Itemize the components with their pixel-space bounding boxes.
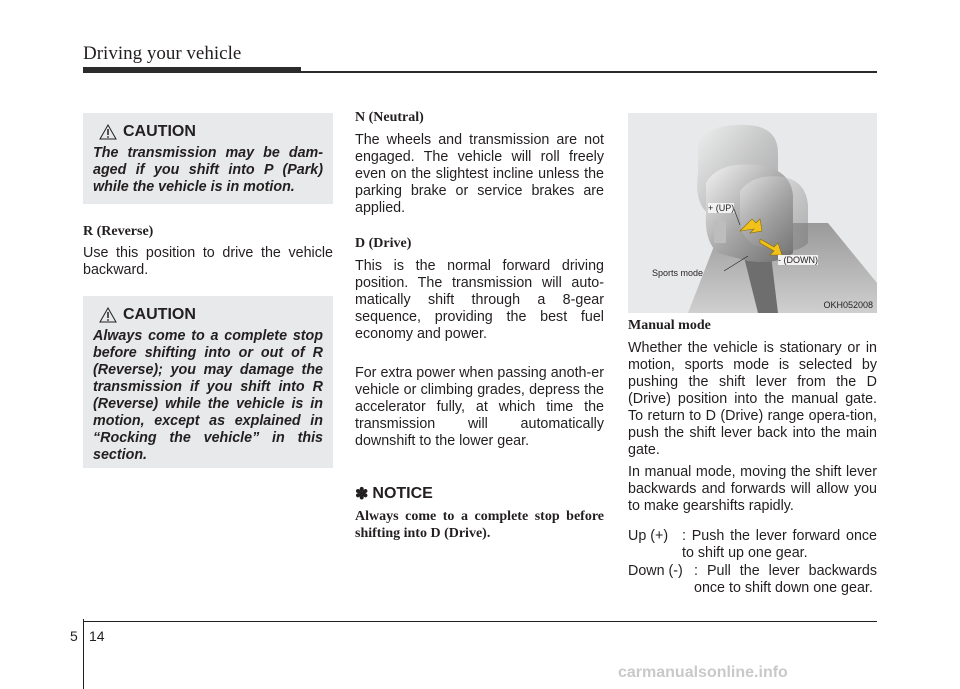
footer-rule	[83, 621, 877, 622]
manual-text-2: In manual mode, moving the shift lever backwards and forwards will allow you to make gearshifts rapidly.	[628, 464, 877, 514]
neutral-text: The wheels and transmission are not engaged. The vehicle will roll freely even on the slightest incline unless the parking brake or service brakes are applied.	[355, 132, 604, 216]
notice-header	[355, 484, 433, 504]
header-title: Driving your vehicle	[83, 43, 242, 64]
figure-code: OKH052008	[823, 300, 873, 310]
manual-heading: Manual mode	[628, 318, 711, 333]
label-up: + (UP)	[708, 203, 735, 213]
shift-down-desc: : Pull the lever backwards once to shift down one gear.	[694, 563, 877, 596]
caution-header	[99, 123, 323, 141]
page-number: 14	[89, 628, 105, 644]
neutral-heading: N (Neutral)	[355, 110, 424, 125]
header-bar	[83, 67, 301, 73]
caution-box-reverse	[83, 296, 333, 468]
shift-up-desc: : Push the lever forward once to shift up one gear.	[682, 528, 877, 561]
caution-header	[99, 306, 323, 324]
shift-lever-illustration	[628, 113, 877, 313]
shift-down-row	[628, 563, 877, 615]
chapter-number: 5	[70, 628, 78, 644]
label-sports-mode: Sports mode	[652, 268, 704, 278]
shift-up-row	[628, 528, 877, 562]
notice-text: Always come to a complete stop before shifting into D (Drive).	[355, 509, 604, 541]
shift-down-key: Down (-)	[628, 563, 683, 579]
caution-box-park	[83, 113, 333, 204]
drive-text-2: For extra power when passing anoth-er vehicle or climbing grades, depress the accelerator fully, at which time the transmission will automatically downshift to the lower gear.	[355, 365, 604, 449]
watermark: carmanualsonline.info	[618, 664, 788, 681]
shift-lever-figure	[628, 113, 877, 313]
caution-text: The transmission may be dam-aged if you shift into P (Park) while the vehicle is in motion.	[93, 145, 323, 195]
warning-triangle-icon	[99, 307, 117, 323]
caution-title: CAUTION	[123, 123, 196, 140]
footer-divider	[83, 619, 84, 689]
caution-text: Always come to a complete stop before shifting into or out of R (Reverse); you may damage the transmission if you shift into R (Reverse) while the vehicle is in motion, except as explained in “Rocking the vehicle” in this section.	[93, 328, 323, 463]
reverse-heading: R (Reverse)	[83, 224, 154, 239]
notice-title: NOTICE	[372, 485, 433, 502]
label-down: - (DOWN)	[778, 255, 818, 265]
drive-heading: D (Drive)	[355, 236, 412, 251]
header-rule	[301, 71, 877, 73]
reverse-text: Use this position to drive the vehicle backward.	[83, 245, 333, 278]
notice-star-icon: ✽	[355, 486, 369, 503]
warning-triangle-icon	[99, 124, 117, 140]
caution-title: CAUTION	[123, 306, 196, 323]
shift-up-key: Up (+)	[628, 528, 669, 544]
manual-text-1: Whether the vehicle is stationary or in motion, sports mode is selected by pushing the shift lever from the D (Drive) position into the manual gate. To return to D (Drive) range opera-tion, push the shift lever back into the main gate.	[628, 340, 877, 458]
drive-text-1: This is the normal forward driving position. The transmission will auto-matically shift through a 8-gear sequence, providing the best fuel economy and power.	[355, 258, 604, 342]
